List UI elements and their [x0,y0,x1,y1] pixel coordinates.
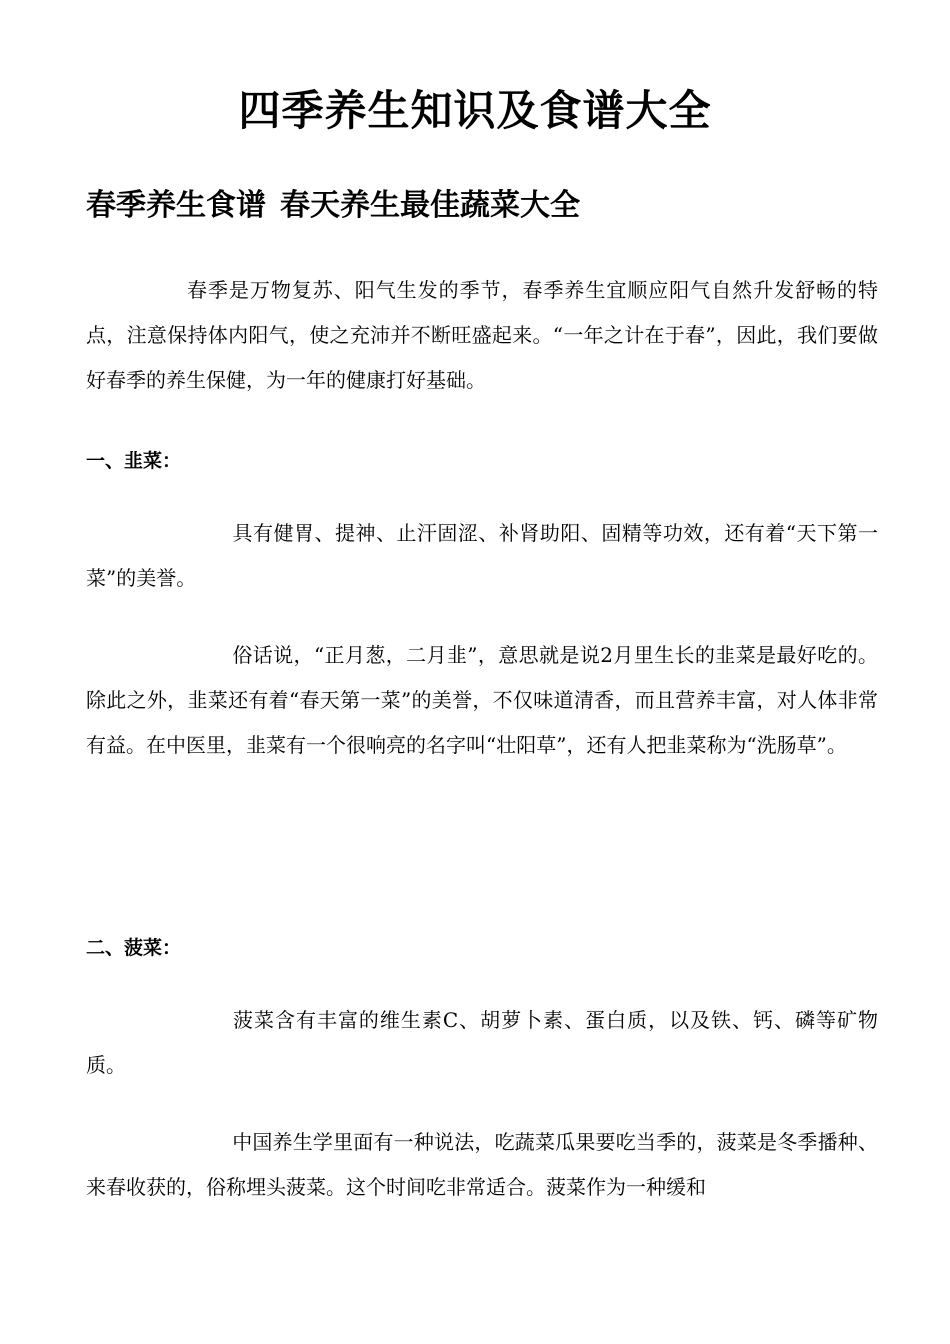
leek-paragraph-1 [86,511,878,601]
section-heading-spinach: 二、菠菜： [86,937,182,959]
spinach-paragraph-2 [86,1120,878,1210]
document-title: 四季养生知识及食谱大全 [238,86,712,135]
spinach-paragraph-1 [86,998,878,1088]
intro-paragraph [86,268,878,403]
leek-paragraph-1-text: 具有健胃、提神、止汗固涩、补肾助阳、固精等功效，还有着“天下第一菜”的美誉。 [86,521,878,590]
section-heading-leek: 一、韭菜： [86,450,182,472]
subtitle-spring-vegetables: 春天养生最佳蔬菜大全 [280,188,580,223]
section-subtitle [86,186,580,226]
intro-text: 春季是万物复苏、阳气生发的季节，春季养生宜顺应阳气自然升发舒畅的特点，注意保持体内阳气，使之充沛并不断旺盛起来。“一年之计在于春”，因此，我们要做好春季的养生保健，为一年的健康打好基础。 [86,278,878,392]
spinach-paragraph-1-text: 菠菜含有丰富的维生素C、胡萝卜素、蛋白质，以及铁、钙、磷等矿物质。 [86,1008,878,1077]
leek-paragraph-2-text: 俗话说，“正月葱，二月韭”，意思就是说2月里生长的韭菜是最好吃的。除此之外，韭菜还有着“春天第一菜”的美誉，不仅味道清香，而且营养丰富，对人体非常有益。在中医里，韭菜有一个很响亮的名字叫“壮阳草”，还有人把韭菜称为“洗肠草”。 [86,643,878,757]
leek-paragraph-2 [86,633,878,768]
subtitle-spring-recipes: 春季养生食谱 [86,188,266,223]
spinach-paragraph-2-text: 中国养生学里面有一种说法，吃蔬菜瓜果要吃当季的，菠菜是冬季播种、来春收获的，俗称埋头菠菜。这个时间吃非常适合。菠菜作为一种缓和 [86,1130,878,1199]
